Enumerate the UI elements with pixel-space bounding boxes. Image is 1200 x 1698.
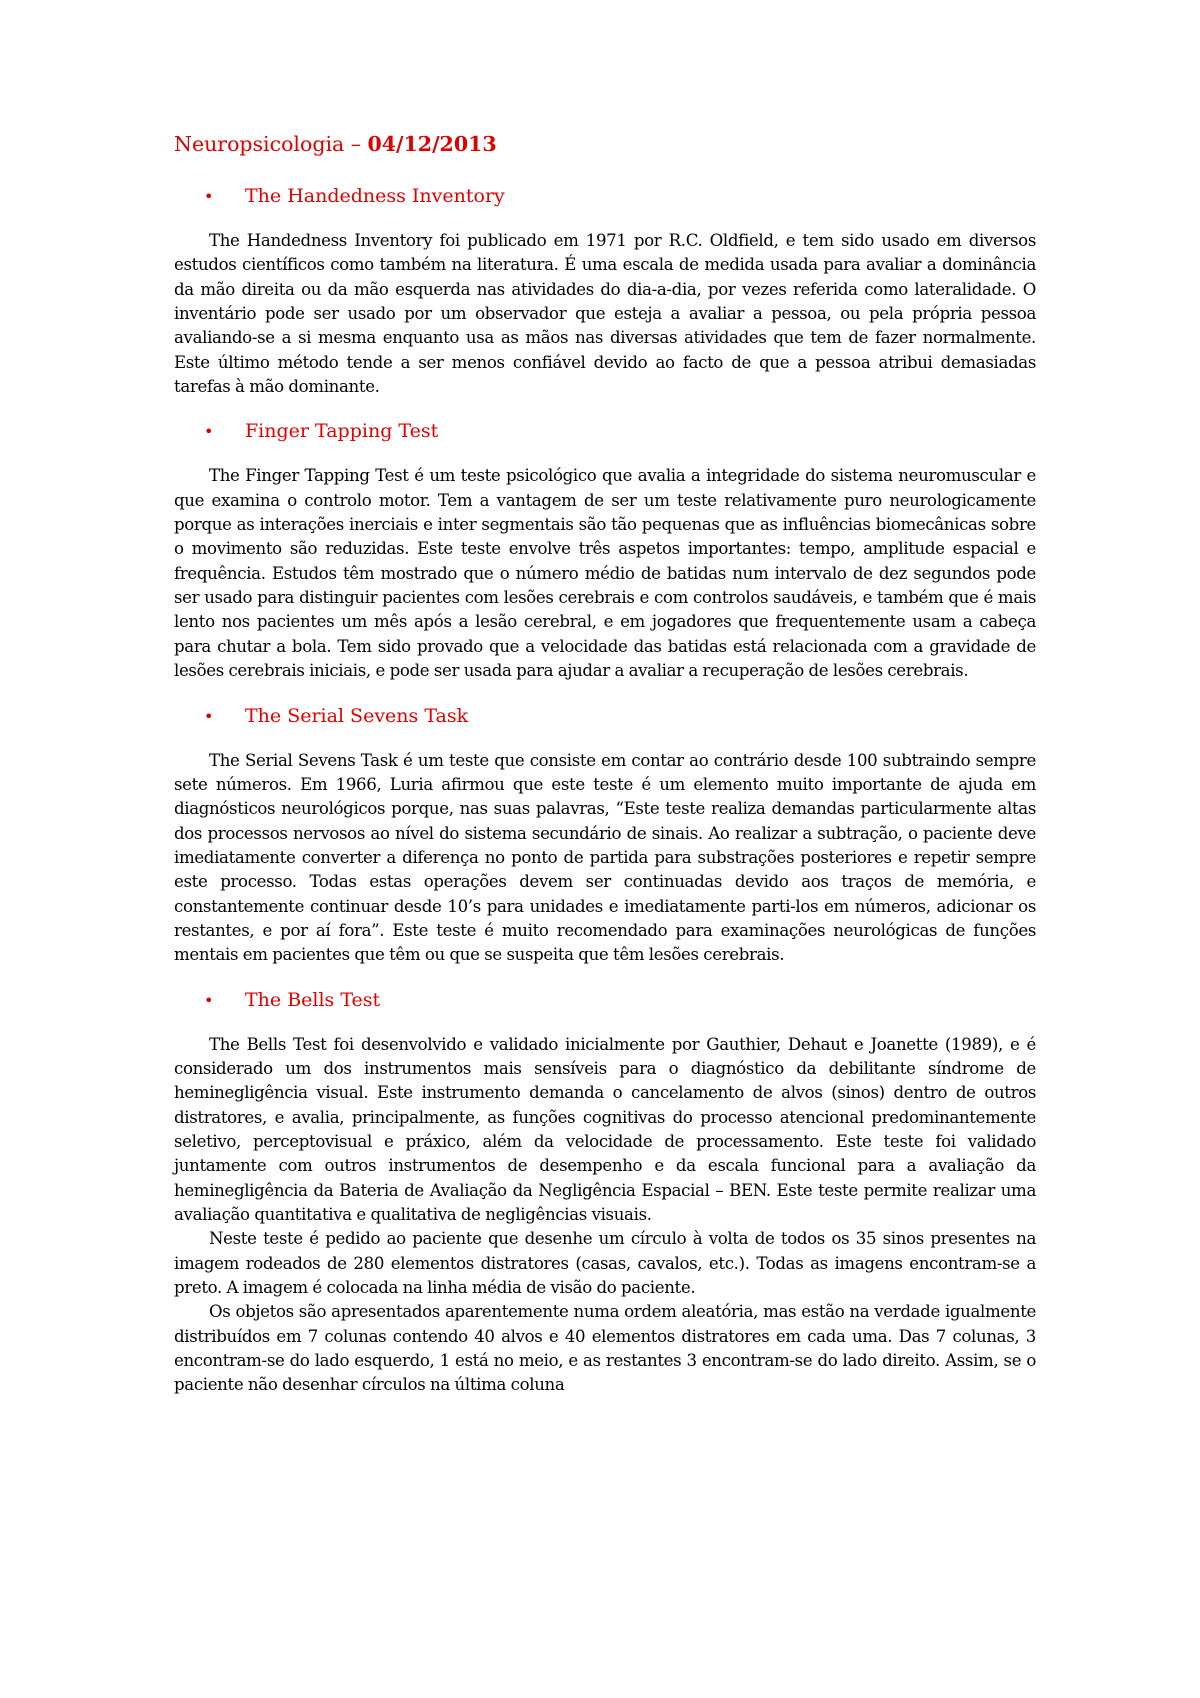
- section-heading-text: Finger Tapping Test: [245, 420, 439, 443]
- paragraph: Neste teste é pedido ao paciente que desenhe um círculo à volta de todos os 35 sinos presentes na imagem rodeados de 280 elementos distratores (casas, cavalos, etc.). Todas as imagens encontram-se a preto. A imagem é colocada na linha média de visão do paciente.: [174, 1229, 1036, 1298]
- document-title: [174, 130, 1036, 158]
- paragraph: The Handedness Inventory foi publicado em 1971 por R.C. Oldfield, e tem sido usado em diversos estudos científicos como também na literatura. É uma escala de medida usada para avaliar a dominância da mão direita ou da mão esquerda nas atividades do dia-a-dia, por vezes referida como lateralidade. O inventário pode ser usado por um observador que esteja a avaliar a pessoa, ou pela própria pessoa avaliando-se a si mesma enquanto usa as mãos nas diversas atividades que tem de fazer normalmente. Este último método tende a ser menos confiável devido ao facto de que a pessoa atribui demasiadas tarefas à mão dominante.: [174, 231, 1036, 397]
- bullet-icon: •: [204, 990, 214, 1010]
- section-handedness-inventory: [174, 184, 1036, 399]
- section-heading-text: The Serial Sevens Task: [245, 704, 469, 727]
- bullet-icon: •: [204, 187, 214, 206]
- section-heading: [174, 704, 1036, 728]
- section-heading: [174, 419, 1036, 443]
- paragraph: The Bells Test foi desenvolvido e validado inicialmente por Gauthier, Dehaut e Joanette (1989), e é considerado um dos instrumentos mais sensíveis para o diagnóstico da debilitante síndrome de heminegligência visual. Este instrumento demanda o cancelamento de alvos (sinos) dentro de outros distratores, e avalia, principalmente, as funções cognitivas do processo atencional predominantemente seletivo, perceptovisual e práxico, além da velocidade de processamento. Este teste foi validado juntamente com outros instrumentos de desempenho e da escala funcional para a avaliação da heminegligência da Bateria de Avaliação da Negligência Espacial – BEN. Este teste permite realizar uma avaliação quantitativa e qualitativa de negligências visuais.: [174, 1034, 1036, 1224]
- document-page: [174, 130, 1036, 1398]
- bullet-icon: •: [204, 706, 214, 726]
- section-heading-text: The Handedness Inventory: [245, 185, 505, 207]
- section-bells-test: [174, 988, 1036, 1398]
- paragraph: Os objetos são apresentados aparentemente numa ordem aleatória, mas estão na verdade igualmente distribuídos em 7 colunas contendo 40 alvos e 40 elementos distratores em cada uma. Das 7 colunas, 3 encontram-se do lado esquerdo, 1 está no meio, e as restantes 3 encontram-se do lado direito. Assim, se o paciente não desenhar círculos na última coluna: [174, 1302, 1036, 1395]
- section-serial-sevens-task: [174, 704, 1036, 968]
- section-heading: [174, 184, 1036, 208]
- section-heading: [174, 988, 1036, 1012]
- document-title-date: 04/12/2013: [367, 132, 497, 156]
- bullet-icon: •: [204, 422, 214, 442]
- paragraph: The Finger Tapping Test é um teste psicológico que avalia a integridade do sistema neuromuscular e que examina o controlo motor. Tem a vantagem de ser um teste relativamente puro neurologicamente porque as interações inerciais e inter segmentais são tão pequenas que as influências biomecânicas sobre o movimento são reduzidas. Este teste envolve três aspetos importantes: tempo, amplitude espacial e frequência. Estudos têm mostrado que o número médio de batidas num intervalo de dez segundos pode ser usado para distinguir pacientes com lesões cerebrais e com controlos saudáveis, e também que é mais lento nos pacientes um mês após a lesão cerebral, e em jogadores que frequentemente usam a cabeça para chutar a bola. Tem sido provado que a velocidade das batidas está relacionada com a gravidade de lesões cerebrais iniciais, e pode ser usada para ajudar a avaliar a recuperação de lesões cerebrais.: [174, 466, 1036, 681]
- paragraph: The Serial Sevens Task é um teste que consiste em contar ao contrário desde 100 subtraindo sempre sete números. Em 1966, Luria afirmou que este teste é um elemento muito importante de ajuda em diagnósticos neurológicos porque, nas suas palavras, “Este teste realiza demandas particularmente altas dos processos nervosos ao nível do sistema secundário de sinais. Ao realizar a subtração, o paciente deve imediatamente converter a diferença no ponto de partida para substrações posteriores e repetir sempre este processo. Todas estas operações devem ser continuadas devido aos traços de memória, e constantemente continuar desde 10’s para unidades e imediatamente parti-los em números, adicionar os restantes, e por aí fora”. Este teste é muito recomendado para examinações neurológicas de funções mentais em pacientes que têm ou que se suspeita que têm lesões cerebrais.: [174, 750, 1036, 965]
- section-heading-text: The Bells Test: [245, 988, 381, 1011]
- document-title-prefix: Neuropsicologia –: [174, 132, 368, 156]
- section-finger-tapping-test: [174, 419, 1036, 683]
